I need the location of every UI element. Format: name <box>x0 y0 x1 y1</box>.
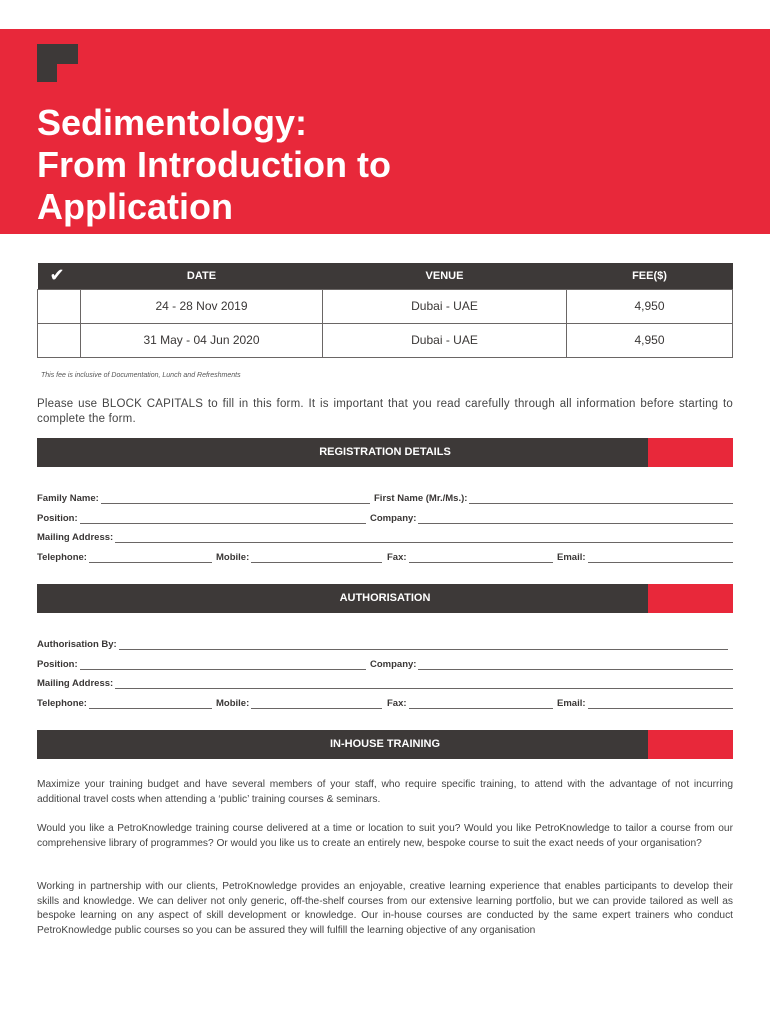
auth-email-input[interactable] <box>588 699 733 709</box>
field-label: Company: <box>370 659 417 670</box>
date-cell: 31 May - 04 Jun 2020 <box>81 323 323 357</box>
title-line-1: Sedimentology: <box>37 102 308 143</box>
field-label: Fax: <box>387 698 407 709</box>
telephone-input[interactable] <box>89 553 212 563</box>
inhouse-section-header <box>37 730 733 759</box>
section-title: AUTHORISATION <box>339 592 431 604</box>
auth-email-field[interactable] <box>557 695 733 709</box>
section-accent <box>648 730 733 759</box>
intro-text <box>37 397 733 427</box>
intro-before: Please use <box>37 398 103 410</box>
auth-mobile-field[interactable] <box>216 695 382 709</box>
corner-square-icon <box>37 44 78 82</box>
date-cell: 24 - 28 Nov 2019 <box>81 289 323 323</box>
family-name-input[interactable] <box>101 494 370 504</box>
mailing-address-input[interactable] <box>115 533 733 543</box>
field-label: Fax: <box>387 552 407 563</box>
section-accent <box>648 584 733 613</box>
intro-caps: BLOCK CAPITALS <box>102 398 204 410</box>
registration-section-header <box>37 438 733 467</box>
select-checkbox[interactable] <box>38 323 81 357</box>
venue-header: VENUE <box>323 263 567 289</box>
auth-mailing-address-field[interactable] <box>37 675 733 689</box>
auth-mailing-address-input[interactable] <box>115 679 733 689</box>
position-field[interactable] <box>37 510 366 524</box>
authorised-by-field[interactable] <box>37 636 728 650</box>
check-header-icon: ✔ <box>38 263 81 289</box>
section-title: IN-HOUSE TRAINING <box>330 738 440 750</box>
telephone-field[interactable] <box>37 549 212 563</box>
field-label: Position: <box>37 659 78 670</box>
inhouse-paragraph-2: Would you like a PetroKnowledge training course delivered at a time or location to suit you? Would you like PetroKnowledge to tailor a course from our comprehensive library of programmes? Or would you like us to create an entirely new, bespoke course to suit the exact needs of your organisation? <box>37 823 733 849</box>
first-name-field[interactable] <box>374 490 733 504</box>
auth-position-field[interactable] <box>37 656 366 670</box>
auth-company-field[interactable] <box>370 656 733 670</box>
field-label: Telephone: <box>37 552 87 563</box>
table-row <box>38 289 733 323</box>
title-line-3: Application <box>37 186 233 227</box>
field-label: Position: <box>37 513 78 524</box>
fax-field[interactable] <box>387 549 553 563</box>
table-header-row <box>38 263 733 289</box>
field-label: Mailing Address: <box>37 678 114 689</box>
auth-company-input[interactable] <box>418 660 733 670</box>
fee-header: FEE($) <box>567 263 733 289</box>
auth-fax-field[interactable] <box>387 695 553 709</box>
fee-cell: 4,950 <box>567 289 733 323</box>
email-field[interactable] <box>557 549 733 563</box>
mobile-input[interactable] <box>251 553 382 563</box>
fee-cell: 4,950 <box>567 323 733 357</box>
field-label: Mobile: <box>216 552 250 563</box>
venue-cell: Dubai - UAE <box>323 323 567 357</box>
field-label: Email: <box>557 552 586 563</box>
field-label: Family Name: <box>37 493 99 504</box>
page-title <box>37 102 637 228</box>
email-input[interactable] <box>588 553 733 563</box>
field-label: Authorisation By: <box>37 639 117 650</box>
auth-position-input[interactable] <box>80 660 366 670</box>
field-label: Company: <box>370 513 417 524</box>
company-field[interactable] <box>370 510 733 524</box>
table-row <box>38 323 733 357</box>
fee-note: This fee is inclusive of Documentation, Lunch and Refreshments <box>41 372 241 379</box>
field-label: Telephone: <box>37 698 87 709</box>
authorisation-section-header <box>37 584 733 613</box>
company-input[interactable] <box>418 514 733 524</box>
auth-telephone-input[interactable] <box>89 699 212 709</box>
venue-cell: Dubai - UAE <box>323 289 567 323</box>
field-label: First Name (Mr./Ms.): <box>374 493 468 504</box>
mailing-address-field[interactable] <box>37 529 733 543</box>
field-label: Email: <box>557 698 586 709</box>
field-label: Mobile: <box>216 698 250 709</box>
fax-input[interactable] <box>409 553 553 563</box>
section-title: REGISTRATION DETAILS <box>319 446 451 458</box>
position-input[interactable] <box>80 514 366 524</box>
inhouse-paragraph-3: Working in partnership with our clients, PetroKnowledge provides an enjoyable, creative learning experience that enables participants to develop their skills and knowledge. We can deliver not only generic, off-the-shelf courses from our extensive learning portfolio, but we can provide tailored as well as bespoke learning on any aspect of skill development or knowledge. Our in-house courses are conducted by the same expert trainers who conduct PetroKnowledge public courses so you can be assured they will fulfill the learning objective of any organisation <box>37 881 733 936</box>
intro-after: to fill in this form. It is important that you read carefully through all information before starting to complete the form. <box>37 398 734 425</box>
header-banner <box>0 29 770 234</box>
section-accent <box>648 438 733 467</box>
mobile-field[interactable] <box>216 549 382 563</box>
select-checkbox[interactable] <box>38 289 81 323</box>
auth-mobile-input[interactable] <box>251 699 382 709</box>
dates-table <box>37 263 733 358</box>
family-name-field[interactable] <box>37 490 370 504</box>
date-header: DATE <box>81 263 323 289</box>
auth-fax-input[interactable] <box>409 699 553 709</box>
title-line-2: From Introduction to <box>37 144 391 185</box>
authorised-by-input[interactable] <box>119 640 728 650</box>
auth-telephone-field[interactable] <box>37 695 212 709</box>
field-label: Mailing Address: <box>37 532 114 543</box>
inhouse-paragraph-1: Maximize your training budget and have several members of your staff, who require specific training, to attend with the advantage of not incurring additional travel costs when attending a ‘public’ training courses & seminars. <box>37 779 733 805</box>
first-name-input[interactable] <box>469 494 733 504</box>
